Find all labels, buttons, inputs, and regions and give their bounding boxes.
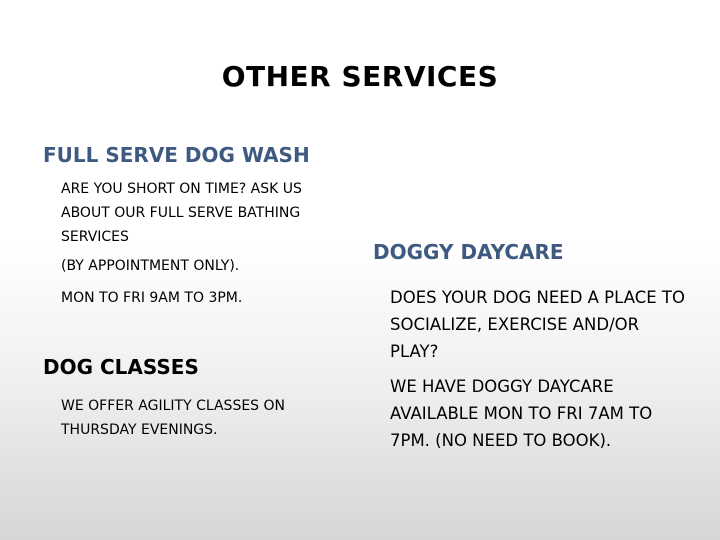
- full-serve-description: ARE YOU SHORT ON TIME? ASK US ABOUT OUR FULL SERVE BATHING SERVICES: [61, 181, 302, 245]
- dog-classes-description: WE OFFER AGILITY CLASSES ON THURSDAY EVENINGS.: [61, 398, 285, 438]
- dog-classes-heading: DOG CLASSES: [43, 355, 199, 379]
- daycare-question: DOES YOUR DOG NEED A PLACE TO SOCIALIZE, EXERCISE AND/OR PLAY?: [390, 288, 685, 361]
- slide-title: OTHER SERVICES: [221, 60, 499, 93]
- full-serve-appointment-note: (BY APPOINTMENT ONLY).: [61, 258, 240, 274]
- full-serve-hours: MON TO FRI 9AM TO 3PM.: [61, 290, 243, 306]
- daycare-availability: WE HAVE DOGGY DAYCARE AVAILABLE MON TO FRI 7AM TO 7PM. (NO NEED TO BOOK).: [390, 377, 653, 450]
- daycare-heading: DOGGY DAYCARE: [373, 240, 564, 264]
- full-serve-heading: FULL SERVE DOG WASH: [43, 143, 310, 167]
